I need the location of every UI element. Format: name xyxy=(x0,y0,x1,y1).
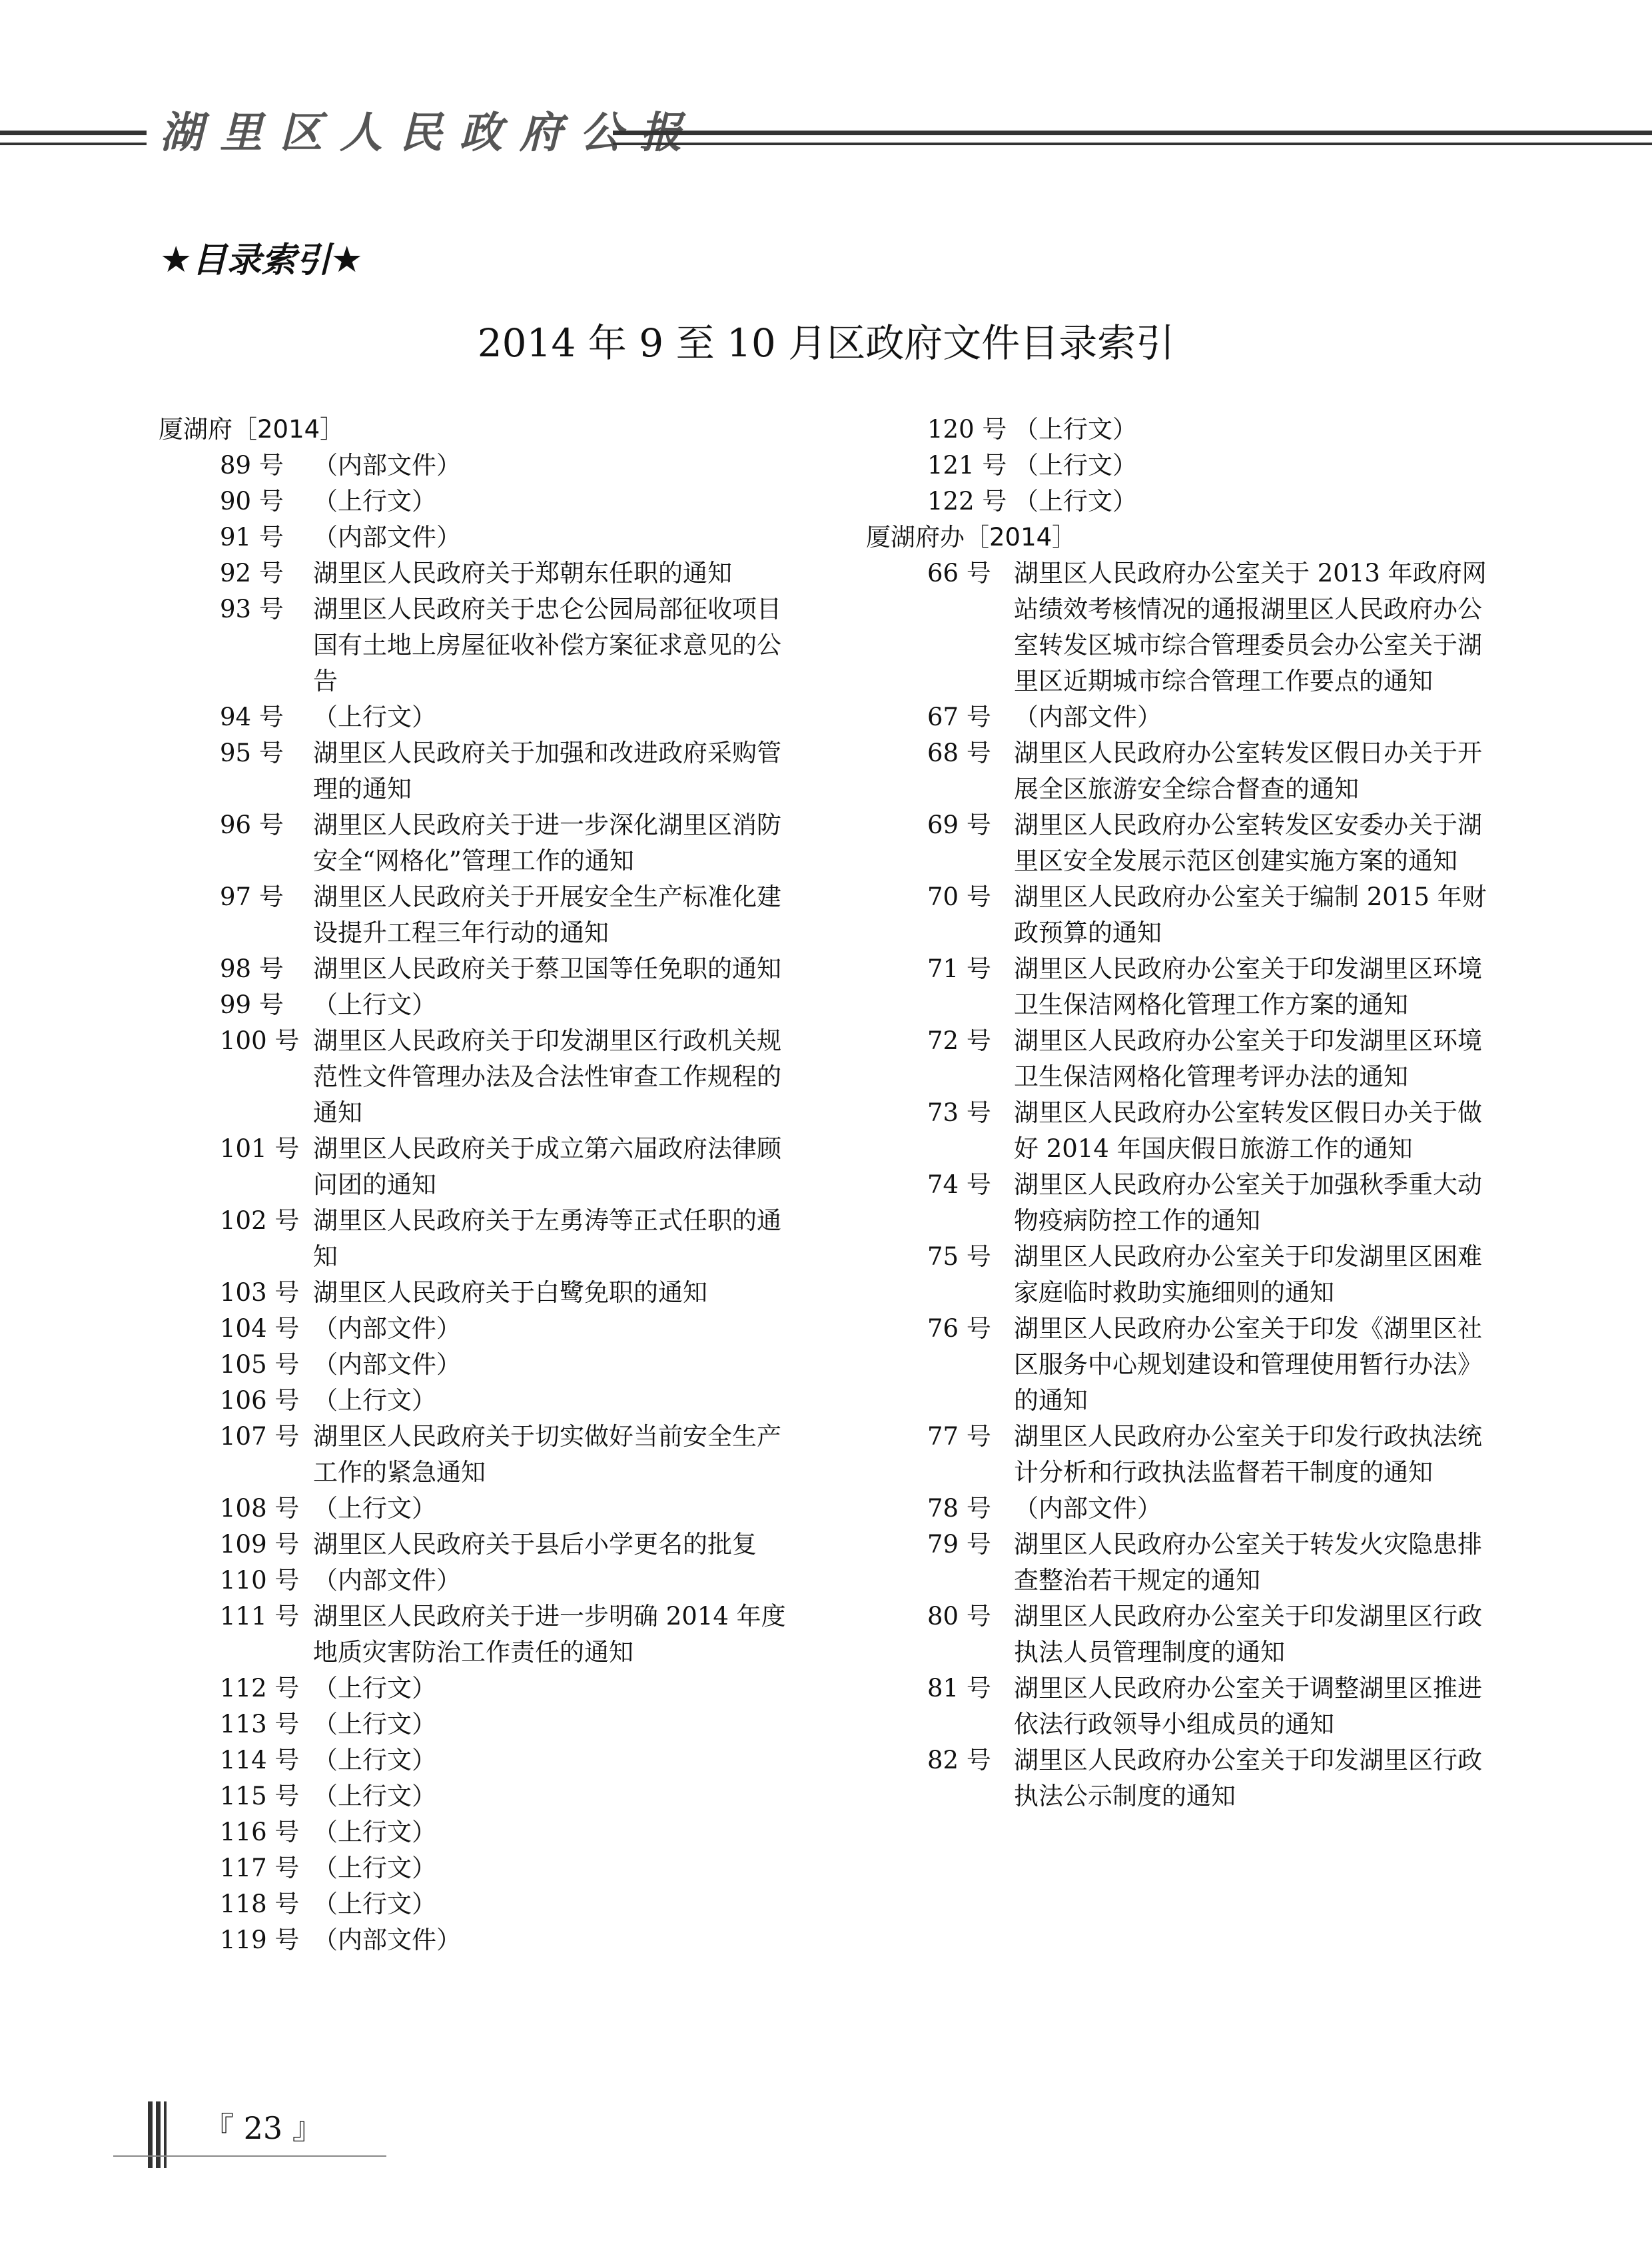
list-item xyxy=(866,556,1505,699)
document-title: （上行文） xyxy=(313,487,436,516)
document-title: 湖里区人民政府关于开展安全生产标准化建设提升工程三年行动的通知 xyxy=(313,883,781,947)
document-title: 湖里区人民政府办公室关于印发湖里区环境卫生保洁网格化管理考评办法的通知 xyxy=(1014,1026,1482,1091)
list-item xyxy=(866,1599,1505,1671)
right-column xyxy=(866,412,1505,1814)
list-item xyxy=(866,412,1505,448)
list-item xyxy=(159,1023,798,1131)
list-item xyxy=(866,807,1505,879)
list-item xyxy=(866,1167,1505,1239)
document-title: （内部文件） xyxy=(313,1926,461,1954)
document-number: 102 号 xyxy=(220,1206,300,1235)
list-item xyxy=(159,699,798,735)
document-title: 湖里区人民政府关于成立第六届政府法律顾问团的通知 xyxy=(313,1134,781,1199)
document-title: （上行文） xyxy=(313,1782,436,1810)
list-item xyxy=(159,1778,798,1814)
document-number: 80 号 xyxy=(927,1602,991,1631)
document-number: 118 号 xyxy=(220,1890,300,1918)
document-number: 114 号 xyxy=(220,1746,300,1774)
document-title: （上行文） xyxy=(313,1818,436,1846)
document-number: 82 号 xyxy=(927,1746,991,1774)
list-item xyxy=(866,1095,1505,1167)
list-item xyxy=(159,807,798,879)
entry-list xyxy=(866,556,1505,1814)
document-title: 湖里区人民政府办公室转发区假日办关于开展全区旅游安全综合督查的通知 xyxy=(1014,739,1482,803)
document-title: 湖里区人民政府办公室关于印发湖里区困难家庭临时救助实施细则的通知 xyxy=(1014,1242,1482,1307)
footer-bars-ornament xyxy=(148,2101,175,2168)
document-number: 117 号 xyxy=(220,1854,300,1882)
document-number: 75 号 xyxy=(927,1242,991,1271)
document-title: 湖里区人民政府办公室关于编制 2015 年财政预算的通知 xyxy=(1014,883,1487,947)
page-title: 2014 年 9 至 10 月区政府文件目录索引 xyxy=(477,320,1175,366)
document-number: 97 号 xyxy=(220,883,284,911)
document-title: 湖里区人民政府关于加强和改进政府采购管理的通知 xyxy=(313,739,781,803)
document-title: （上行文） xyxy=(313,1854,436,1882)
document-number: 81 号 xyxy=(927,1674,991,1702)
document-title: 湖里区人民政府办公室关于调整湖里区推进依法行政领导小组成员的通知 xyxy=(1014,1674,1482,1738)
list-item xyxy=(159,1203,798,1275)
document-title: （内部文件） xyxy=(313,523,461,552)
document-number: 115 号 xyxy=(220,1782,300,1810)
document-title: 湖里区人民政府关于左勇涛等正式任职的通知 xyxy=(313,1206,781,1271)
list-item xyxy=(159,1491,798,1527)
list-item xyxy=(159,1347,798,1383)
document-number: 112 号 xyxy=(220,1674,300,1702)
document-title: 湖里区人民政府关于县后小学更名的批复 xyxy=(313,1530,757,1559)
list-item xyxy=(159,735,798,807)
list-item xyxy=(159,1886,798,1922)
document-number: 110 号 xyxy=(220,1566,300,1595)
document-number: 90 号 xyxy=(220,487,284,516)
document-number: 113 号 xyxy=(220,1710,300,1738)
document-number: 119 号 xyxy=(220,1926,300,1954)
list-item xyxy=(159,1527,798,1563)
list-item xyxy=(159,1311,798,1347)
group-heading: 厦湖府办［2014］ xyxy=(866,523,1077,552)
document-title: （内部文件） xyxy=(1014,1494,1162,1523)
document-title: （上行文） xyxy=(313,1746,436,1774)
document-number: 76 号 xyxy=(927,1314,991,1343)
document-title: （上行文） xyxy=(313,990,436,1019)
star-icon: ★ xyxy=(330,238,363,280)
document-number: 120 号 xyxy=(927,415,1007,444)
document-title: 湖里区人民政府关于郑朝东任职的通知 xyxy=(313,559,732,587)
document-title: 湖里区人民政府办公室转发区安委办关于湖里区安全发展示范区创建实施方案的通知 xyxy=(1014,811,1482,875)
document-title: 湖里区人民政府办公室关于印发行政执法统计分析和行政执法监督若干制度的通知 xyxy=(1014,1422,1482,1487)
document-title: （内部文件） xyxy=(313,1566,461,1595)
document-number: 77 号 xyxy=(927,1422,991,1451)
footer-rule xyxy=(113,2155,386,2157)
list-item xyxy=(159,1742,798,1778)
list-item xyxy=(159,951,798,987)
document-title: 湖里区人民政府办公室关于加强秋季重大动物疫病防控工作的通知 xyxy=(1014,1170,1482,1235)
document-title: 湖里区人民政府办公室关于印发湖里区环境卫生保洁网格化管理工作方案的通知 xyxy=(1014,954,1482,1019)
section-label-text: 目录索引 xyxy=(192,240,331,280)
document-title: 湖里区人民政府办公室关于 2013 年政府网站绩效考核情况的通报湖里区人民政府办公室转发区城市综合管理委员会办公室关于湖里区近期城市综合管理工作要点的通知 xyxy=(1014,559,1487,695)
section-label xyxy=(160,236,363,283)
document-title: （上行文） xyxy=(313,1386,436,1415)
document-title: （内部文件） xyxy=(313,1350,461,1379)
document-title: 湖里区人民政府办公室关于转发火灾隐患排查整治若干规定的通知 xyxy=(1014,1530,1482,1595)
list-item xyxy=(159,591,798,699)
document-number: 107 号 xyxy=(220,1422,300,1451)
list-item xyxy=(159,448,798,484)
publication-title: 湖里区人民政府公报 xyxy=(160,109,699,158)
list-item xyxy=(159,987,798,1023)
document-title: （上行文） xyxy=(313,1710,436,1738)
document-number: 68 号 xyxy=(927,739,991,767)
document-title: （上行文） xyxy=(1014,451,1137,480)
document-title: 湖里区人民政府关于进一步明确 2014 年度地质灾害防治工作责任的通知 xyxy=(313,1602,786,1667)
list-item xyxy=(866,448,1505,484)
list-item xyxy=(159,1671,798,1706)
list-item xyxy=(866,951,1505,1023)
page-number: 『 23 』 xyxy=(203,2110,323,2146)
document-title: 湖里区人民政府关于进一步深化湖里区消防安全“网格化”管理工作的通知 xyxy=(313,811,781,875)
list-item xyxy=(866,879,1505,951)
list-item xyxy=(159,1419,798,1491)
document-number: 108 号 xyxy=(220,1494,300,1523)
document-number: 91 号 xyxy=(220,523,284,552)
document-number: 78 号 xyxy=(927,1494,991,1523)
document-number: 93 号 xyxy=(220,595,284,623)
document-number: 104 号 xyxy=(220,1314,300,1343)
list-item xyxy=(866,1311,1505,1419)
list-item xyxy=(866,699,1505,735)
list-item xyxy=(866,1419,1505,1491)
star-icon: ★ xyxy=(160,238,193,280)
document-number: 69 号 xyxy=(927,811,991,839)
list-item xyxy=(866,1527,1505,1599)
list-item xyxy=(159,1383,798,1419)
document-number: 70 号 xyxy=(927,883,991,911)
entry-list xyxy=(866,412,1505,520)
document-title: （上行文） xyxy=(313,1494,436,1523)
document-number: 95 号 xyxy=(220,739,284,767)
list-item xyxy=(866,1491,1505,1527)
document-title: （上行文） xyxy=(1014,487,1137,516)
header-rule-right xyxy=(613,131,1652,145)
list-item xyxy=(159,1706,798,1742)
document-number: 111 号 xyxy=(220,1602,300,1631)
document-title: （内部文件） xyxy=(313,451,461,480)
list-item xyxy=(159,1850,798,1886)
document-number: 71 号 xyxy=(927,954,991,983)
list-item xyxy=(866,735,1505,807)
list-item xyxy=(159,1131,798,1203)
list-item xyxy=(866,1239,1505,1311)
document-number: 121 号 xyxy=(927,451,1007,480)
document-number: 100 号 xyxy=(220,1026,300,1055)
document-title: （上行文） xyxy=(1014,415,1137,444)
document-number: 67 号 xyxy=(927,703,991,731)
list-item xyxy=(159,1275,798,1311)
document-number: 99 号 xyxy=(220,990,284,1019)
left-column xyxy=(159,412,798,1958)
document-number: 74 号 xyxy=(927,1170,991,1199)
list-item xyxy=(159,1814,798,1850)
document-title: 湖里区人民政府关于印发湖里区行政机关规范性文件管理办法及合法性审查工作规程的通知 xyxy=(313,1026,781,1127)
document-number: 79 号 xyxy=(927,1530,991,1559)
document-number: 122 号 xyxy=(927,487,1007,516)
document-title: （上行文） xyxy=(313,1674,436,1702)
list-item xyxy=(866,1023,1505,1095)
document-number: 101 号 xyxy=(220,1134,300,1163)
document-title: 湖里区人民政府关于白鹭免职的通知 xyxy=(313,1278,707,1307)
document-title: （内部文件） xyxy=(1014,703,1162,731)
entry-list xyxy=(159,448,798,1958)
document-title: （上行文） xyxy=(313,1890,436,1918)
document-title: 湖里区人民政府关于切实做好当前安全生产工作的紧急通知 xyxy=(313,1422,781,1487)
list-item xyxy=(159,484,798,520)
document-title: 湖里区人民政府关于蔡卫国等任免职的通知 xyxy=(313,954,781,983)
document-title: （内部文件） xyxy=(313,1314,461,1343)
document-number: 103 号 xyxy=(220,1278,300,1307)
list-item xyxy=(159,1599,798,1671)
list-item xyxy=(866,484,1505,520)
document-number: 94 号 xyxy=(220,703,284,731)
document-number: 92 号 xyxy=(220,559,284,587)
list-item xyxy=(866,1742,1505,1814)
list-item xyxy=(159,1922,798,1958)
document-number: 72 号 xyxy=(927,1026,991,1055)
document-title: 湖里区人民政府办公室转发区假日办关于做好 2014 年国庆假日旅游工作的通知 xyxy=(1014,1098,1482,1163)
document-number: 116 号 xyxy=(220,1818,300,1846)
document-title: 湖里区人民政府办公室关于印发湖里区行政执法公示制度的通知 xyxy=(1014,1746,1482,1810)
list-item xyxy=(159,879,798,951)
document-title: 湖里区人民政府办公室关于印发湖里区行政执法人员管理制度的通知 xyxy=(1014,1602,1482,1667)
document-number: 89 号 xyxy=(220,451,284,480)
document-number: 96 号 xyxy=(220,811,284,839)
document-number: 109 号 xyxy=(220,1530,300,1559)
document-number: 66 号 xyxy=(927,559,991,587)
document-title: 湖里区人民政府关于忠仑公园局部征收项目国有土地上房屋征收补偿方案征求意见的公告 xyxy=(313,595,781,695)
document-title: （上行文） xyxy=(313,703,436,731)
document-number: 106 号 xyxy=(220,1386,300,1415)
document-title: 湖里区人民政府办公室关于印发《湖里区社区服务中心规划建设和管理使用暂行办法》的通知 xyxy=(1014,1314,1482,1415)
list-item xyxy=(159,520,798,556)
document-number: 98 号 xyxy=(220,954,284,983)
document-number: 105 号 xyxy=(220,1350,300,1379)
list-item xyxy=(866,1671,1505,1742)
header-rule-left xyxy=(0,131,147,145)
group-heading: 厦湖府［2014］ xyxy=(159,415,345,444)
document-number: 73 号 xyxy=(927,1098,991,1127)
list-item xyxy=(159,556,798,591)
list-item xyxy=(159,1563,798,1599)
